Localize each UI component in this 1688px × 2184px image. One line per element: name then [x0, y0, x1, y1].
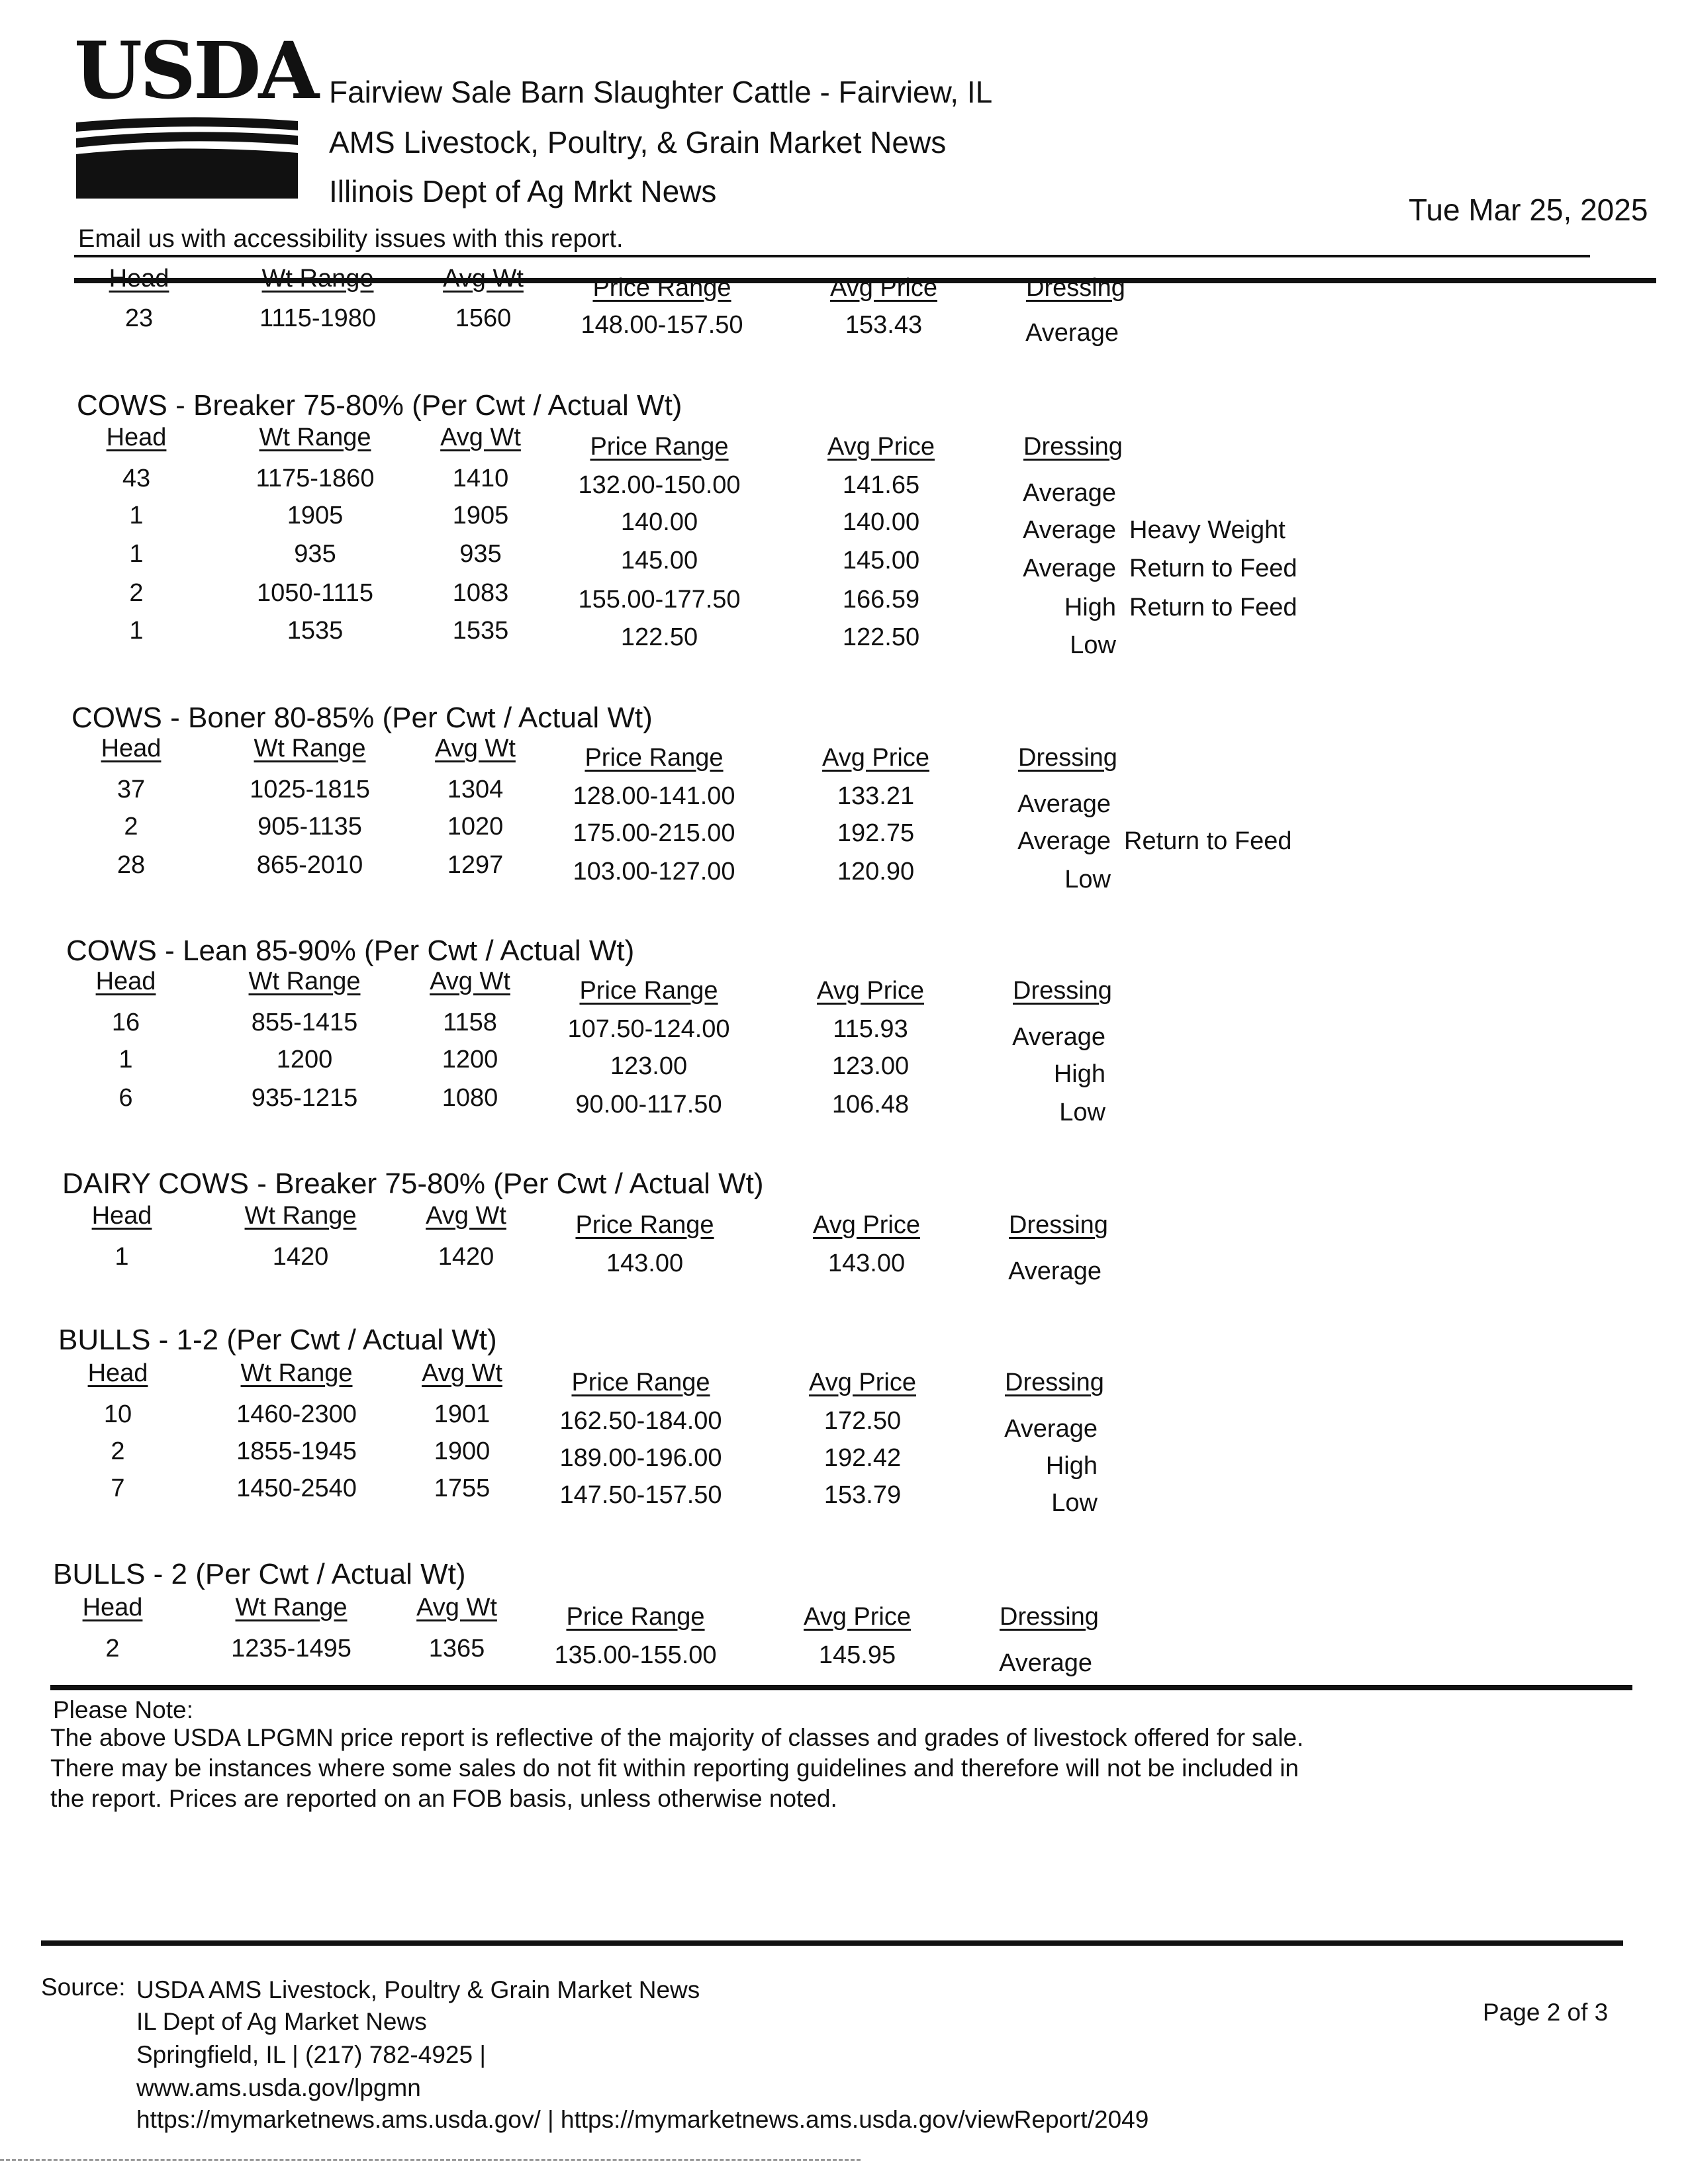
- cell-dressing: Average: [1017, 827, 1111, 855]
- cell-dressing: High: [1064, 594, 1116, 621]
- cell-head: 2: [111, 1437, 125, 1465]
- col-price-range: Price Range: [590, 433, 729, 461]
- cell-price-range: 103.00-127.00: [573, 858, 735, 886]
- cell-wt-range: 1855-1945: [236, 1437, 357, 1465]
- cell-dressing: Average: [1017, 790, 1111, 818]
- cell-avg-price: 106.48: [831, 1091, 910, 1118]
- section-title: COWS - Boner 80-85% (Per Cwt / Actual Wt): [71, 702, 653, 734]
- cell-avg-price: 133.21: [837, 782, 915, 810]
- section-title: COWS - Breaker 75-80% (Per Cwt / Actual Wt): [77, 389, 682, 422]
- cell-wt-range: 1450-2540: [236, 1475, 357, 1502]
- cell-dressing-note: Return to Feed: [1129, 594, 1297, 621]
- cell-wt-range: 935-1215: [251, 1084, 358, 1112]
- scan-edge-artifact: [0, 2159, 861, 2161]
- report-office: Illinois Dept of Ag Mrkt News: [329, 174, 717, 208]
- cell-avg-wt: 1900: [434, 1437, 491, 1465]
- col-price-range: Price Range: [592, 274, 731, 302]
- cell-dressing: Average: [1004, 1415, 1098, 1443]
- cell-avg-price: 145.00: [842, 547, 920, 574]
- cell-head: 1: [129, 540, 144, 568]
- cell-price-range: 175.00-215.00: [573, 819, 735, 847]
- cell-dressing: Average: [1023, 555, 1116, 582]
- col-dressing: Dressing: [1009, 1211, 1108, 1239]
- cell-head: 1: [129, 617, 144, 645]
- cell-avg-wt: 1420: [438, 1243, 494, 1271]
- report-title: Fairview Sale Barn Slaughter Cattle - Fairview, IL: [329, 75, 993, 109]
- cell-price-range: 189.00-196.00: [559, 1444, 722, 1472]
- col-head: Head: [95, 968, 156, 995]
- cell-avg-price: 192.42: [823, 1444, 902, 1472]
- cell-avg-wt: 1200: [442, 1046, 498, 1073]
- cell-avg-wt: 1080: [442, 1084, 498, 1112]
- cell-avg-price: 192.75: [837, 819, 915, 847]
- cell-wt-range: 1460-2300: [236, 1400, 357, 1428]
- cell-wt-range: 855-1415: [251, 1009, 358, 1036]
- cell-avg-wt: 1083: [452, 579, 509, 607]
- cell-head: 1: [129, 502, 144, 529]
- cell-price-range: 135.00-155.00: [554, 1641, 717, 1669]
- col-wt-range: Wt Range: [235, 1594, 348, 1621]
- cell-dressing: High: [1053, 1060, 1105, 1088]
- col-wt-range: Wt Range: [240, 1359, 353, 1387]
- cell-wt-range: 1905: [287, 502, 344, 529]
- col-dressing: Dressing: [1023, 433, 1123, 461]
- col-avg-wt: Avg Wt: [435, 735, 516, 762]
- cell-price-range: 122.50: [620, 623, 698, 651]
- report-agency: AMS Livestock, Poultry, & Grain Market News: [329, 125, 947, 159]
- cell-avg-price: 115.93: [833, 1015, 908, 1043]
- col-head: Head: [101, 735, 162, 762]
- cell-price-range: 128.00-141.00: [573, 782, 735, 810]
- cell-head: 1: [115, 1243, 129, 1271]
- note-heading: Please Note:: [53, 1696, 193, 1723]
- cell-avg-price: 143.00: [827, 1250, 906, 1277]
- cell-avg-wt: 1905: [452, 502, 509, 529]
- cell-avg-price: 122.50: [842, 623, 920, 651]
- footer-rule: [41, 1940, 1623, 1946]
- cell-dressing: Average: [1025, 319, 1119, 347]
- footer-line-2: IL Dept of Ag Market News: [136, 2008, 427, 2035]
- cell-dressing-note: Return to Feed: [1124, 827, 1292, 855]
- cell-price-range: 143.00: [606, 1250, 684, 1277]
- col-wt-range: Wt Range: [261, 265, 374, 293]
- section-title: BULLS - 1-2 (Per Cwt / Actual Wt): [58, 1324, 497, 1356]
- page-number: Page 2 of 3: [1483, 1999, 1609, 2026]
- cell-price-range: 148.00-157.50: [581, 311, 743, 339]
- cell-price-range: 123.00: [610, 1052, 688, 1080]
- col-wt-range: Wt Range: [259, 424, 371, 451]
- cell-avg-wt: 1297: [447, 851, 504, 879]
- cell-price-range: 132.00-150.00: [578, 471, 741, 499]
- cell-avg-price: 172.50: [823, 1407, 902, 1435]
- col-dressing: Dressing: [1005, 1369, 1104, 1396]
- cell-dressing: Low: [1064, 866, 1111, 893]
- cell-avg-wt: 1365: [428, 1635, 485, 1662]
- col-avg-price: Avg Price: [830, 274, 937, 302]
- col-price-range: Price Range: [566, 1603, 705, 1631]
- col-dressing: Dressing: [1013, 977, 1112, 1005]
- cell-avg-wt: 1535: [452, 617, 509, 645]
- col-price-range: Price Range: [579, 977, 718, 1005]
- cell-avg-price: 153.43: [845, 311, 923, 339]
- col-head: Head: [87, 1359, 148, 1387]
- footer-line-1: USDA AMS Livestock, Poultry & Grain Market News: [136, 1976, 700, 2003]
- note-line-2: There may be instances where some sales do not fit within reporting guidelines and therefore will not be included in: [50, 1754, 1299, 1782]
- usda-logo-text: USDA: [74, 24, 317, 116]
- cell-wt-range: 1420: [272, 1243, 329, 1271]
- cell-dressing: Average: [999, 1649, 1092, 1677]
- col-price-range: Price Range: [571, 1369, 710, 1396]
- col-avg-price: Avg Price: [817, 977, 924, 1005]
- cell-price-range: 147.50-157.50: [559, 1481, 722, 1509]
- cell-head: 2: [129, 579, 144, 607]
- cell-price-range: 107.50-124.00: [567, 1015, 730, 1043]
- col-head: Head: [106, 424, 167, 451]
- cell-price-range: 140.00: [620, 508, 698, 536]
- cell-dressing: High: [1045, 1452, 1098, 1480]
- cell-price-range: 145.00: [620, 547, 698, 574]
- note-line-1: The above USDA LPGMN price report is reflective of the majority of classes and grades of livestock offered for sale.: [50, 1724, 1304, 1751]
- cell-dressing: Average: [1023, 479, 1116, 507]
- col-head: Head: [109, 265, 169, 293]
- cell-avg-price: 120.90: [837, 858, 915, 886]
- header-rule-thin: [74, 255, 1590, 257]
- cell-dressing: Average: [1008, 1257, 1102, 1285]
- footer-report-links[interactable]: https://mymarketnews.ams.usda.gov/ | https://mymarketnews.ams.usda.gov/viewReport/2049: [136, 2106, 1149, 2133]
- cell-head: 2: [124, 813, 138, 841]
- col-avg-wt: Avg Wt: [422, 1359, 502, 1387]
- footer-source-label: Source:: [41, 1974, 126, 2001]
- cell-head: 10: [103, 1400, 132, 1428]
- cell-head: 23: [124, 304, 154, 332]
- col-dressing: Dressing: [1018, 744, 1117, 772]
- col-avg-price: Avg Price: [804, 1603, 911, 1631]
- col-avg-wt: Avg Wt: [440, 424, 521, 451]
- cell-head: 7: [111, 1475, 125, 1502]
- col-avg-wt: Avg Wt: [426, 1202, 506, 1230]
- cell-head: 2: [105, 1635, 120, 1662]
- footer-website-link[interactable]: www.ams.usda.gov/lpgmn: [136, 2074, 421, 2101]
- col-avg-wt: Avg Wt: [443, 265, 524, 293]
- note-rule: [50, 1685, 1632, 1690]
- cell-avg-price: 166.59: [842, 586, 920, 614]
- cell-wt-range: 865-2010: [256, 851, 363, 879]
- cell-avg-wt: 935: [459, 540, 502, 568]
- col-wt-range: Wt Range: [248, 968, 361, 995]
- section-title: DAIRY COWS - Breaker 75-80% (Per Cwt / Actual Wt): [62, 1167, 764, 1200]
- note-line-3: the report. Prices are reported on an FOB basis, unless otherwise noted.: [50, 1785, 837, 1812]
- cell-dressing: Low: [1070, 631, 1116, 659]
- cell-wt-range: 1175-1860: [256, 465, 375, 492]
- cell-dressing-note: Heavy Weight: [1129, 516, 1286, 544]
- col-dressing: Dressing: [1026, 274, 1125, 302]
- cell-avg-price: 141.65: [842, 471, 920, 499]
- cell-price-range: 90.00-117.50: [575, 1091, 722, 1118]
- cell-dressing: Low: [1051, 1489, 1098, 1517]
- col-avg-price: Avg Price: [813, 1211, 920, 1239]
- cell-wt-range: 1535: [287, 617, 344, 645]
- cell-head: 1: [118, 1046, 133, 1073]
- cell-avg-wt: 1755: [434, 1475, 491, 1502]
- cell-price-range: 155.00-177.50: [578, 586, 741, 614]
- cell-dressing-note: Return to Feed: [1129, 555, 1297, 582]
- cell-avg-wt: 1560: [455, 304, 512, 332]
- col-avg-wt: Avg Wt: [416, 1594, 497, 1621]
- cell-avg-wt: 1410: [452, 465, 509, 492]
- col-avg-price: Avg Price: [822, 744, 929, 772]
- col-price-range: Price Range: [585, 744, 724, 772]
- cell-avg-price: 145.95: [818, 1641, 896, 1669]
- section-title: BULLS - 2 (Per Cwt / Actual Wt): [53, 1558, 466, 1590]
- cell-avg-price: 123.00: [831, 1052, 910, 1080]
- cell-wt-range: 1115-1980: [259, 304, 377, 332]
- cell-wt-range: 905-1135: [258, 813, 362, 841]
- cell-wt-range: 1025-1815: [250, 776, 370, 803]
- col-dressing: Dressing: [1000, 1603, 1099, 1631]
- cell-dressing: Low: [1059, 1099, 1105, 1126]
- section-title: COWS - Lean 85-90% (Per Cwt / Actual Wt): [66, 934, 635, 967]
- cell-avg-price: 140.00: [842, 508, 920, 536]
- cell-avg-wt: 1304: [447, 776, 504, 803]
- cell-head: 6: [118, 1084, 133, 1112]
- col-avg-price: Avg Price: [809, 1369, 916, 1396]
- cell-avg-wt: 1020: [447, 813, 504, 841]
- cell-avg-wt: 1901: [434, 1400, 491, 1428]
- cell-dressing: Average: [1012, 1023, 1105, 1051]
- col-head: Head: [82, 1594, 143, 1621]
- accessibility-email-link[interactable]: Email us with accessibility issues with this report.: [78, 225, 624, 253]
- col-price-range: Price Range: [575, 1211, 714, 1239]
- col-avg-price: Avg Price: [827, 433, 935, 461]
- cell-wt-range: 1200: [276, 1046, 333, 1073]
- cell-avg-wt: 1158: [443, 1009, 497, 1036]
- cell-avg-price: 153.79: [823, 1481, 902, 1509]
- cell-head: 43: [122, 465, 151, 492]
- cell-head: 16: [111, 1009, 140, 1036]
- col-wt-range: Wt Range: [244, 1202, 357, 1230]
- cell-price-range: 162.50-184.00: [559, 1407, 722, 1435]
- cell-head: 28: [117, 851, 146, 879]
- cell-wt-range: 1235-1495: [231, 1635, 352, 1662]
- footer-line-3: Springfield, IL | (217) 782-4925 |: [136, 2041, 486, 2068]
- usda-logo-mark: [76, 116, 298, 199]
- cell-wt-range: 1050-1115: [256, 579, 374, 607]
- report-date: Tue Mar 25, 2025: [1409, 193, 1648, 227]
- col-head: Head: [91, 1202, 152, 1230]
- col-wt-range: Wt Range: [254, 735, 366, 762]
- cell-dressing: Average: [1023, 516, 1116, 544]
- cell-head: 37: [117, 776, 146, 803]
- col-avg-wt: Avg Wt: [430, 968, 510, 995]
- cell-wt-range: 935: [294, 540, 336, 568]
